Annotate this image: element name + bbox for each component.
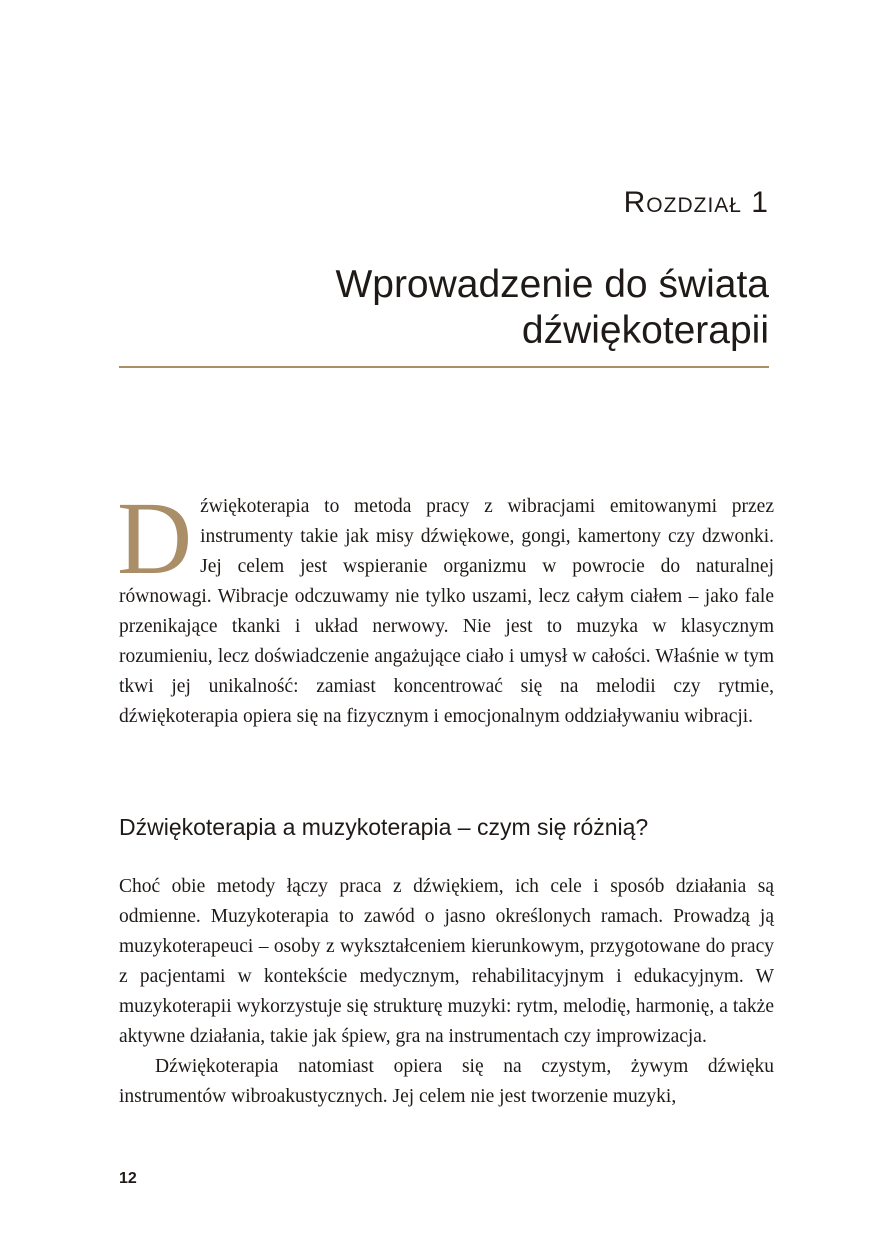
intro-paragraph bbox=[117, 481, 774, 732]
chapter-title: Wprowadzenie do świata dźwiękoterapii bbox=[335, 263, 769, 352]
page-number: 12 bbox=[119, 1170, 137, 1187]
chapter-label: Rozdział 1 bbox=[623, 186, 769, 219]
title-divider bbox=[119, 366, 769, 368]
section-paragraph-2: Dźwiękoterapia natomiast opiera się na czystym, żywym dźwięku instrumentów wibroakustycznych. Jej celem nie jest tworzenie muzyki, bbox=[119, 1056, 774, 1107]
intro-text: źwiękoterapia to metoda pracy z wibracjami emitowanymi przez instrumenty takie jak misy dźwiękowe, gongi, kamertony czy dzwonki. Jej celem jest wspieranie organizmu w powrocie do naturalnej równowagi. Wibracje odczuwamy nie tylko uszami, lecz całym ciałem – jako fale przenikające tkanki i układ nerwowy. Nie jest to muzyka w klasycznym rozumieniu, lecz doświadczenie angażujące ciało i umysł w całości. Właśnie w tym tkwi jej unikalność: zamiast koncentrować się na melodii czy rytmie, dźwiękoterapia opiera się na fizycznym i emocjonalnym oddziaływaniu wibracji. bbox=[119, 496, 774, 727]
section-body bbox=[119, 872, 774, 1112]
drop-cap: D bbox=[117, 481, 193, 596]
section-paragraph-1: Choć obie metody łączy praca z dźwiękiem, ich cele i sposób działania są odmienne. Muzykoterapia to zawód o jasno określonych ramach. Prowadzą ją muzykoterapeuci – osoby z wykształceniem kierunkowym, przygotowane do pracy z pacjentami w kontekście medycznym, rehabilitacyjnym i edukacyjnym. W muzykoterapii wykorzystuje się strukturę muzyki: rytm, melodię, harmonię, a także aktywne działania, takie jak śpiew, gra na instrumentach czy improwizacja. bbox=[119, 876, 774, 1047]
section-heading: Dźwiękoterapia a muzykoterapia – czym się różnią? bbox=[119, 814, 649, 840]
